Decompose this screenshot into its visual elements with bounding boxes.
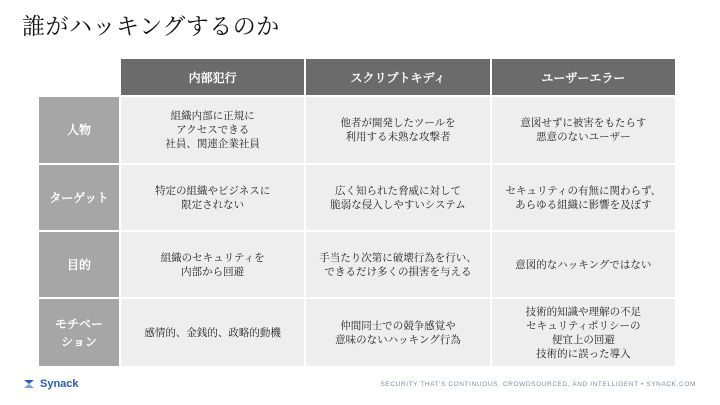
row-header-motivation: モチベー ション [38,298,120,367]
table-cell: 感情的、金銭的、政略的動機 [120,298,305,367]
table-header-row [38,58,676,96]
table-cell: セキュリティの有無に関わらず、 あらゆる組織に影響を及ぼす [491,164,676,231]
table-row [38,96,676,164]
comparison-table [37,57,677,368]
table-row [38,231,676,298]
column-header-user-error: ユーザーエラー [491,58,676,96]
table-cell: 組織内部に正規に アクセスできる 社員、関連企業社員 [120,96,305,164]
table-cell: 意図的なハッキングではない [491,231,676,298]
row-header-target: ターゲット [38,164,120,231]
brand-name: Synack [40,378,79,390]
table-cell: 組織のセキュリティを 内部から回避 [120,231,305,298]
table-cell: 広く知られた脅威に対して 脆弱な侵入しやすいシステム [305,164,490,231]
synack-logo-icon [22,377,36,391]
column-header-insider: 内部犯行 [120,58,305,96]
table-cell: 意図せずに被害をもたらす 悪意のないユーザー [491,96,676,164]
table-cell: 他者が開発したツールを 利用する未熟な攻撃者 [305,96,490,164]
table-row [38,298,676,367]
column-header-script-kiddie: スクリプトキディ [305,58,490,96]
slide-title: 誰がハッキングするのか [22,14,280,40]
row-header-purpose: 目的 [38,231,120,298]
table-cell: 技術的知識や理解の不足 セキュリティポリシーの 便宜上の回避 技術的に誤った導入 [491,298,676,367]
synack-logo [22,377,79,391]
table-cell: 手当たり次第に破壊行為を行い、 できるだけ多くの損害を与える [305,231,490,298]
table-cell: 特定の組織やビジネスに 限定されない [120,164,305,231]
table-corner [38,58,120,96]
table-cell: 仲間同士での競争感覚や 意味のないハッキング行為 [305,298,490,367]
footer-tagline: SECURITY THAT'S CONTINUOUS, CROWDSOURCED, AND INTELLIGENT • SYNACK.COM [380,381,696,388]
table-row [38,164,676,231]
row-header-person: 人物 [38,96,120,164]
